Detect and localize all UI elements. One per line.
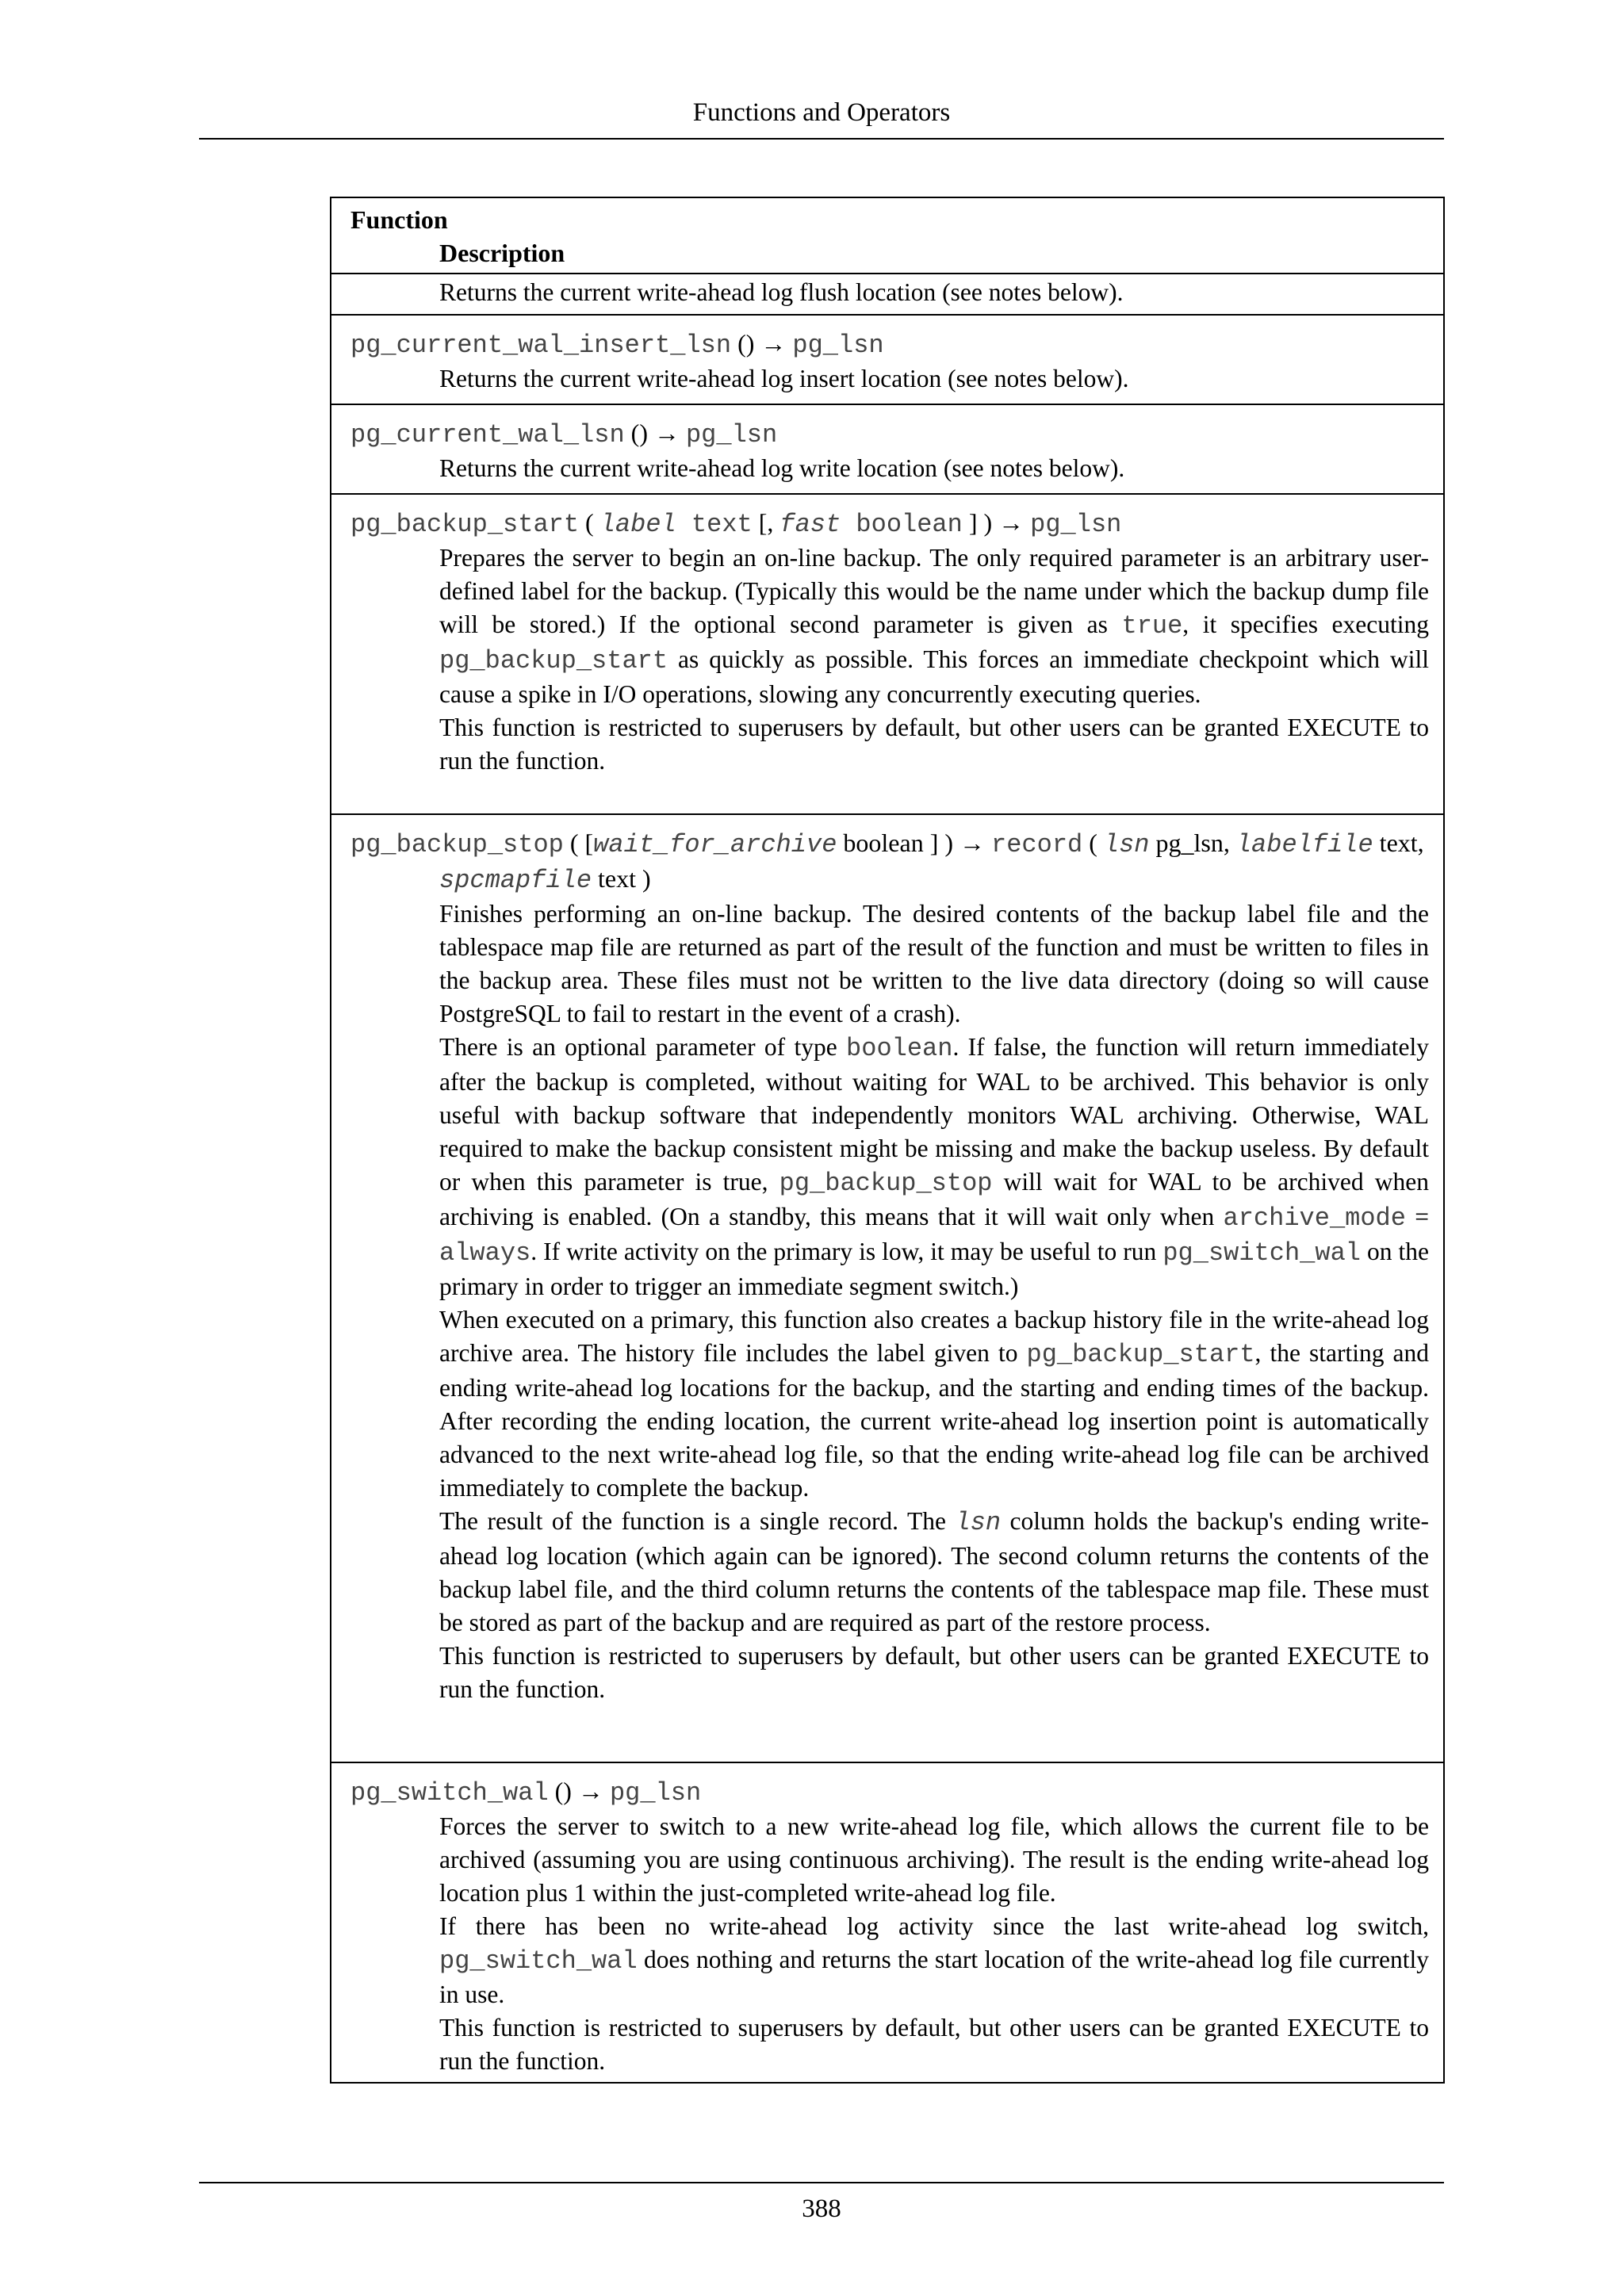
function-description: Returns the current write-ahead log flush location (see notes below).: [439, 278, 1124, 306]
return-type: record: [991, 830, 1083, 859]
table-row-pg-switch-wal: [331, 1762, 1443, 2082]
function-description: Forces the server to switch to a new write-ahead log file, which allows the current file to be archived (assuming you are using continuous archiving). The result is the ending write-ahead log location plus 1 within the just-completed write-ahead log file. If there has been no write-ahead log activity since the last write-ahead log switch, pg_switch_wal does nothing and returns the start location of the write-ahead log file currently in use. This function is restricted to superusers by default, but other users can be granted EXECUTE to run the function.: [439, 1812, 1429, 2075]
function-name: pg_backup_stop: [350, 830, 564, 859]
function-signature: pg_current_wal_lsn () → pg_lsn: [350, 419, 778, 450]
functions-table: [330, 197, 1445, 2084]
table-row-pg-backup-start: [331, 493, 1443, 813]
table-row-pg-backup-stop: [331, 813, 1443, 1762]
page-header: Functions and Operators: [199, 94, 1444, 140]
function-signature: pg_current_wal_insert_lsn () → pg_lsn: [350, 329, 884, 360]
function-description: Finishes performing an on-line backup. The desired contents of the backup label file and the tablespace map file are returned as part of the result of the function and must be written to files in the backup area. These files must not be written to the live data directory (doing so will cause PostgreSQL to fail to restart in the event of a crash). There is an optional parameter of type boolean. If false, the function will return immediately after the backup is completed, without waiting for WAL to be archived. This behavior is only useful with backup software that independently monitors WAL archiving. Otherwise, WAL required to make the backup consistent might be missing and make the backup useless. By default or when this parameter is true, pg_backup_stop will wait for WAL to be archived when archiving is enabled. (On a standby, this means that it will wait only when archive_mode = always. If write activity on the primary is low, it may be useful to run pg_switch_wal on the primary in order to trigger an immediate segment switch.) When executed on a primary, this function also creates a backup history file in the write-ahead log archive area. The history file includes the label given to pg_backup_start, the starting and ending write-ahead log locations for the backup, and the starting and ending times of the backup. After recording the ending location, the current write-ahead log insertion point is automatically advanced to the next write-ahead log file, so that the ending write-ahead log file can be archived immediately to complete the backup. The result of the function is a single record. The lsn column holds the backup's ending write-ahead log location (which again can be ignored). The second column returns the contents of the backup label file, and the third column returns the contents of the tablespace map file. These must be stored as part of the backup and are required as part of the restore process. This function is restricted to superusers by default, but other users can be granted EXECUTE to run the function.: [439, 900, 1430, 1703]
page-number: 388: [199, 2182, 1444, 2225]
function-description: Returns the current write-ahead log insert location (see notes below).: [439, 365, 1129, 392]
parameter-name: fast: [779, 510, 841, 539]
function-signature: pg_backup_start ( label text [, fast boolean ] ) → pg_lsn: [350, 508, 1122, 539]
parameter-name: label: [599, 510, 676, 539]
function-name: pg_switch_wal: [350, 1778, 549, 1808]
return-type: pg_lsn: [792, 331, 884, 360]
return-type: pg_lsn: [609, 1778, 702, 1808]
column-header-description: Description: [439, 239, 565, 267]
return-type: pg_lsn: [1030, 510, 1122, 539]
function-description: Returns the current write-ahead log write location (see notes below).: [439, 454, 1125, 482]
return-type: pg_lsn: [685, 420, 778, 450]
function-description: Prepares the server to begin an on-line backup. The only required parameter is an arbitrary user-defined label for the backup. (Typically this would be the name under which the backup dump file will be stored.) If the optional second parameter is given as true, it specifies executing pg_backup_start as quickly as possible. This forces an immediate checkpoint which will cause a spike in I/O operations, slowing any concurrently executing queries. This function is restricted to superusers by default, but other users can be granted EXECUTE to run the function.: [439, 544, 1429, 775]
function-name: pg_backup_start: [350, 510, 580, 539]
function-name: pg_current_wal_lsn: [350, 420, 625, 450]
function-signature: pg_backup_stop ( [wait_for_archive boolean ] ) → record ( lsn pg_lsn, labelfile text, spcmapfile text ): [350, 828, 1424, 895]
parameter-name: wait_for_archive: [593, 830, 837, 859]
function-signature: pg_switch_wal () → pg_lsn: [350, 1777, 702, 1808]
column-header-function: Function: [350, 205, 448, 234]
table-row-pg-current-wal-insert-lsn: [331, 314, 1443, 404]
table-row-continued: [331, 273, 1443, 314]
function-name: pg_current_wal_insert_lsn: [350, 331, 732, 360]
table-row-pg-current-wal-lsn: [331, 404, 1443, 493]
table-header-row: [331, 198, 1443, 273]
